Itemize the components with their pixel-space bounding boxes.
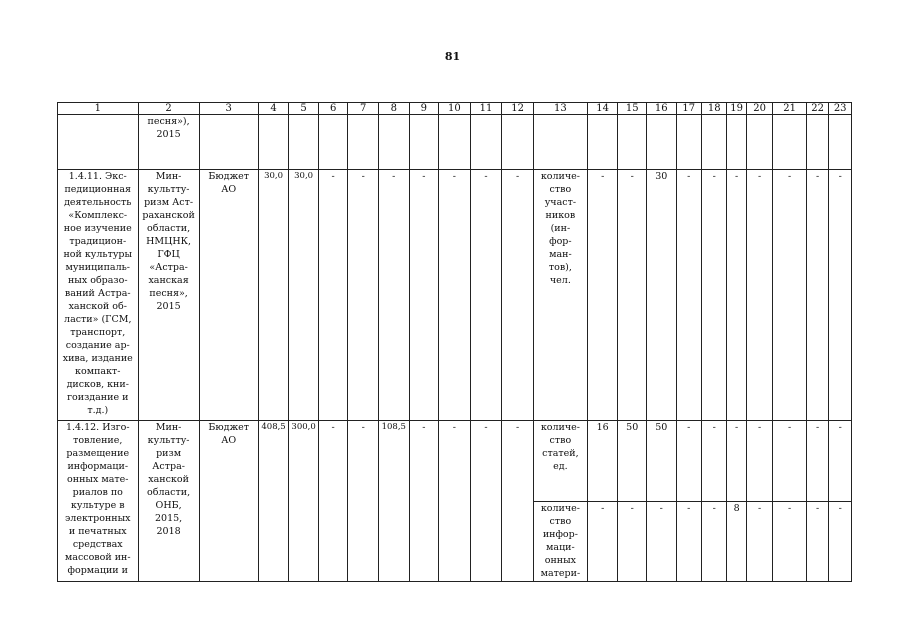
cell-value: 8 [727,502,746,582]
cell-value: - [746,170,773,421]
table-row-1-4-12 [58,421,852,502]
cell-value: - [702,421,727,502]
cell-value: - [470,421,502,582]
cell-value: 50 [646,421,676,502]
cell-value: - [676,502,701,582]
cell [676,115,701,170]
cell [702,115,727,170]
col-header: 17 [676,103,701,115]
cell-value: - [502,421,534,582]
cell-value: - [618,170,647,421]
cell-value: - [618,502,647,582]
cell-value: - [676,170,701,421]
cell [727,115,746,170]
cell-value: - [409,170,439,421]
cell-value: - [746,421,773,502]
cell-value: - [348,170,379,421]
cell-value: - [378,170,409,421]
cell-value: - [587,502,618,582]
cell [289,115,319,170]
cell-value: - [646,502,676,582]
col-header: 5 [289,103,319,115]
col-header: 8 [378,103,409,115]
cell-value: - [409,421,439,582]
table-row-1-4-11 [58,170,852,421]
cell [378,115,409,170]
cell-value: 50 [618,421,647,502]
cell-source: Бюджет АО [199,421,258,582]
cell-value: - [587,170,618,421]
col-header: 23 [829,103,852,115]
cell [318,115,348,170]
cell-value: - [773,170,807,421]
cell-value: - [829,502,852,582]
cell-value: - [702,170,727,421]
col-header: 16 [646,103,676,115]
cell-total: 408,5 [258,421,289,582]
col-header: 11 [470,103,502,115]
col-header: 3 [199,103,258,115]
col-header: 15 [618,103,647,115]
col-header: 19 [727,103,746,115]
cell-value: 30 [646,170,676,421]
cell-activity: 1.4.11. Экс- педиционная деятельность «Комплекс- ное изучение традицион- ной культуры муниципаль- ных образо- ваний Астра- ханской об- ласти» (ГСМ, транспорт, создание ар- хива, издание компакт- дисков, кни- гоиздание и т.д.) [58,170,139,421]
col-header: 10 [439,103,471,115]
cell-indicator: количе- ство статей, ед. [533,421,587,502]
cell-value: - [806,421,828,502]
cell [502,115,534,170]
cell-value: - [439,421,471,582]
cell-value: - [318,170,348,421]
cell-value: - [470,170,502,421]
cell-value: - [727,170,746,421]
cell [746,115,773,170]
cell-value: - [318,421,348,582]
cell-executor: Мин- культтy- ризм Аст- раханской области, НМЦНК, ГФЦ «Астра- ханская песня», 2015 [138,170,199,421]
col-header: 14 [587,103,618,115]
cell [829,115,852,170]
col-header: 9 [409,103,439,115]
cell-value: - [806,170,828,421]
cell-value: - [773,421,807,502]
cell-value: - [829,170,852,421]
col-header: 21 [773,103,807,115]
col-header: 13 [533,103,587,115]
col-header: 12 [502,103,534,115]
cell-executor: песня»), 2015 [138,115,199,170]
cell-value: 108,5 [378,421,409,582]
continuation-row [58,115,852,170]
col-header: 2 [138,103,199,115]
cell [618,115,647,170]
cell-value: - [702,502,727,582]
cell [646,115,676,170]
cell-value: 16 [587,421,618,502]
cell-value: - [727,421,746,502]
cell [587,115,618,170]
cell-value: - [829,421,852,502]
cell-activity: 1.4.12. Изго- товление, размещение информаци- онных мате- риалов по культуре в электронных и печатных средствах массовой ин- формации и [58,421,139,582]
cell-value: 30,0 [289,170,319,421]
col-header: 1 [58,103,139,115]
col-header: 18 [702,103,727,115]
cell [773,115,807,170]
col-header: 22 [806,103,828,115]
cell-value: - [348,421,379,582]
col-header: 4 [258,103,289,115]
page-number: 81 [444,50,461,63]
cell [470,115,502,170]
col-header: 7 [348,103,379,115]
cell-value: - [746,502,773,582]
cell-value: 300,0 [289,421,319,582]
cell [258,115,289,170]
cell [439,115,471,170]
cell [199,115,258,170]
cell [409,115,439,170]
cell-value: - [502,170,534,421]
cell-value: - [676,421,701,502]
column-number-row [58,103,852,115]
cell [806,115,828,170]
program-activities-table [57,102,852,582]
cell-indicator: количе- ство участ- ников (ин- фор- ман- тов), чел. [533,170,587,421]
cell-value: - [806,502,828,582]
cell [533,115,587,170]
cell-total: 30,0 [258,170,289,421]
cell-executor: Мин- культтy- ризм Астра- ханской области, ОНБ, 2015, 2018 [138,421,199,582]
cell [348,115,379,170]
cell [58,115,139,170]
cell-source: Бюджет АО [199,170,258,421]
cell-value: - [439,170,471,421]
cell-indicator: количе- ство инфор- маци- онных матери- [533,502,587,582]
col-header: 6 [318,103,348,115]
cell-value: - [773,502,807,582]
col-header: 20 [746,103,773,115]
